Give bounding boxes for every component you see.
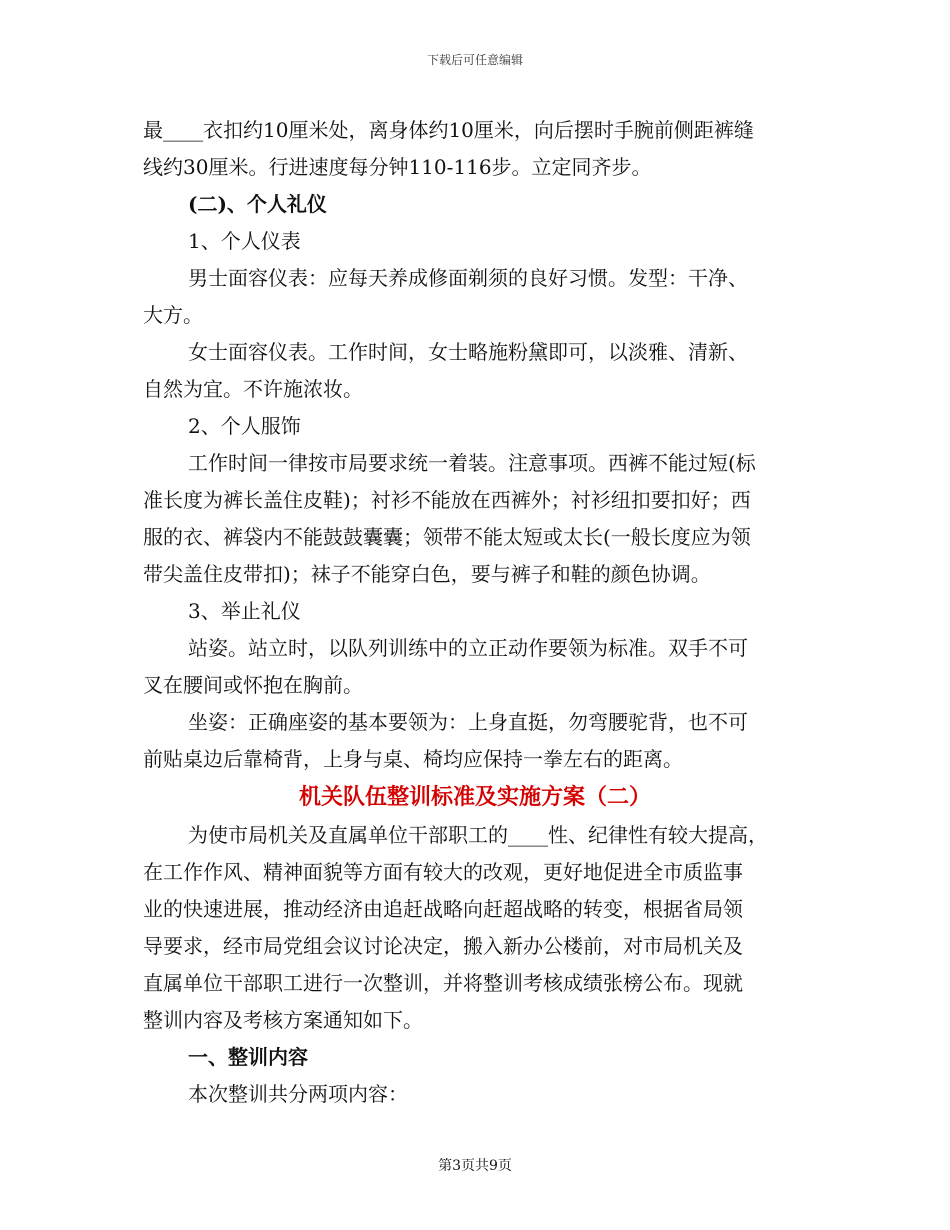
paragraph-line: 女士面容仪表。工作时间，女士略施粉黛即可，以淡雅、清新、 xyxy=(188,340,748,364)
paragraph-line: 直属单位干部职工进行一次整训，并将整训考核成绩张榜公布。现就 xyxy=(143,971,743,995)
paragraph-line: 工作时间一律按市局要求统一着装。注意事项。西裤不能过短(标 xyxy=(188,451,756,475)
page-number: 第3页共9页 xyxy=(438,1158,512,1174)
paragraph-line: 整训内容及考核方案通知如下。 xyxy=(143,1008,423,1032)
section-heading: 一、整训内容 xyxy=(188,1045,308,1069)
paragraph-line: 业的快速进展，推动经济由追赶战略向赶超战略的转变，根据省局领 xyxy=(143,897,743,921)
paragraph-line: 线约30厘米。行进速度每分钟110-116步。立定同齐步。 xyxy=(143,155,652,179)
section-heading: (二)、个人礼仪 xyxy=(188,192,327,216)
paragraph-line: 自然为宜。不许施浓妆。 xyxy=(143,377,363,401)
paragraph-line: 服的衣、裤袋内不能鼓鼓囊囊；领带不能太短或太长(一般长度应为领 xyxy=(143,525,751,549)
paragraph-line: 准长度为裤长盖住皮鞋)；衬衫不能放在西裤外；衬衫纽扣要扣好；西 xyxy=(143,488,751,512)
paragraph-line: 前贴桌边后靠椅背，上身与桌、椅均应保持一拳左右的距离。 xyxy=(143,747,683,771)
paragraph-line: 叉在腰间或怀抱在胸前。 xyxy=(143,673,363,697)
paragraph-line: 大方。 xyxy=(143,303,203,327)
paragraph-line: 在工作作风、精神面貌等方面有较大的改观，更好地促进全市质监事 xyxy=(143,860,743,884)
paragraph-line: 站姿。站立时，以队列训练中的立正动作要领为标准。双手不可 xyxy=(188,636,748,660)
paragraph-line: 导要求，经市局党组会议讨论决定，搬入新办公楼前，对市局机关及 xyxy=(143,934,743,958)
paragraph-line: 男士面容仪表：应每天养成修面剃须的良好习惯。发型：干净、 xyxy=(188,266,748,290)
paragraph-line: 最____衣扣约10厘米处，离身体约10厘米，向后摆时手腕前侧距裤缝 xyxy=(143,118,754,142)
subsection-heading: 3、举止礼仪 xyxy=(188,599,301,623)
subsection-heading: 2、个人服饰 xyxy=(188,414,301,438)
paragraph-line: 为使市局机关及直属单位干部职工的____性、纪律性有较大提高， xyxy=(188,823,768,847)
document-title: 机关队伍整训标准及实施方案（二） xyxy=(298,784,651,810)
paragraph-line: 带尖盖住皮带扣)；袜子不能穿白色，要与裤子和鞋的颜色协调。 xyxy=(143,562,711,586)
paragraph-line: 本次整训共分两项内容： xyxy=(188,1082,408,1106)
subsection-heading: 1、个人仪表 xyxy=(188,229,301,253)
page-header: 下载后可任意编辑 xyxy=(426,53,523,67)
paragraph-line: 坐姿：正确座姿的基本要领为：上身直挺，勿弯腰驼背，也不可 xyxy=(188,710,748,734)
